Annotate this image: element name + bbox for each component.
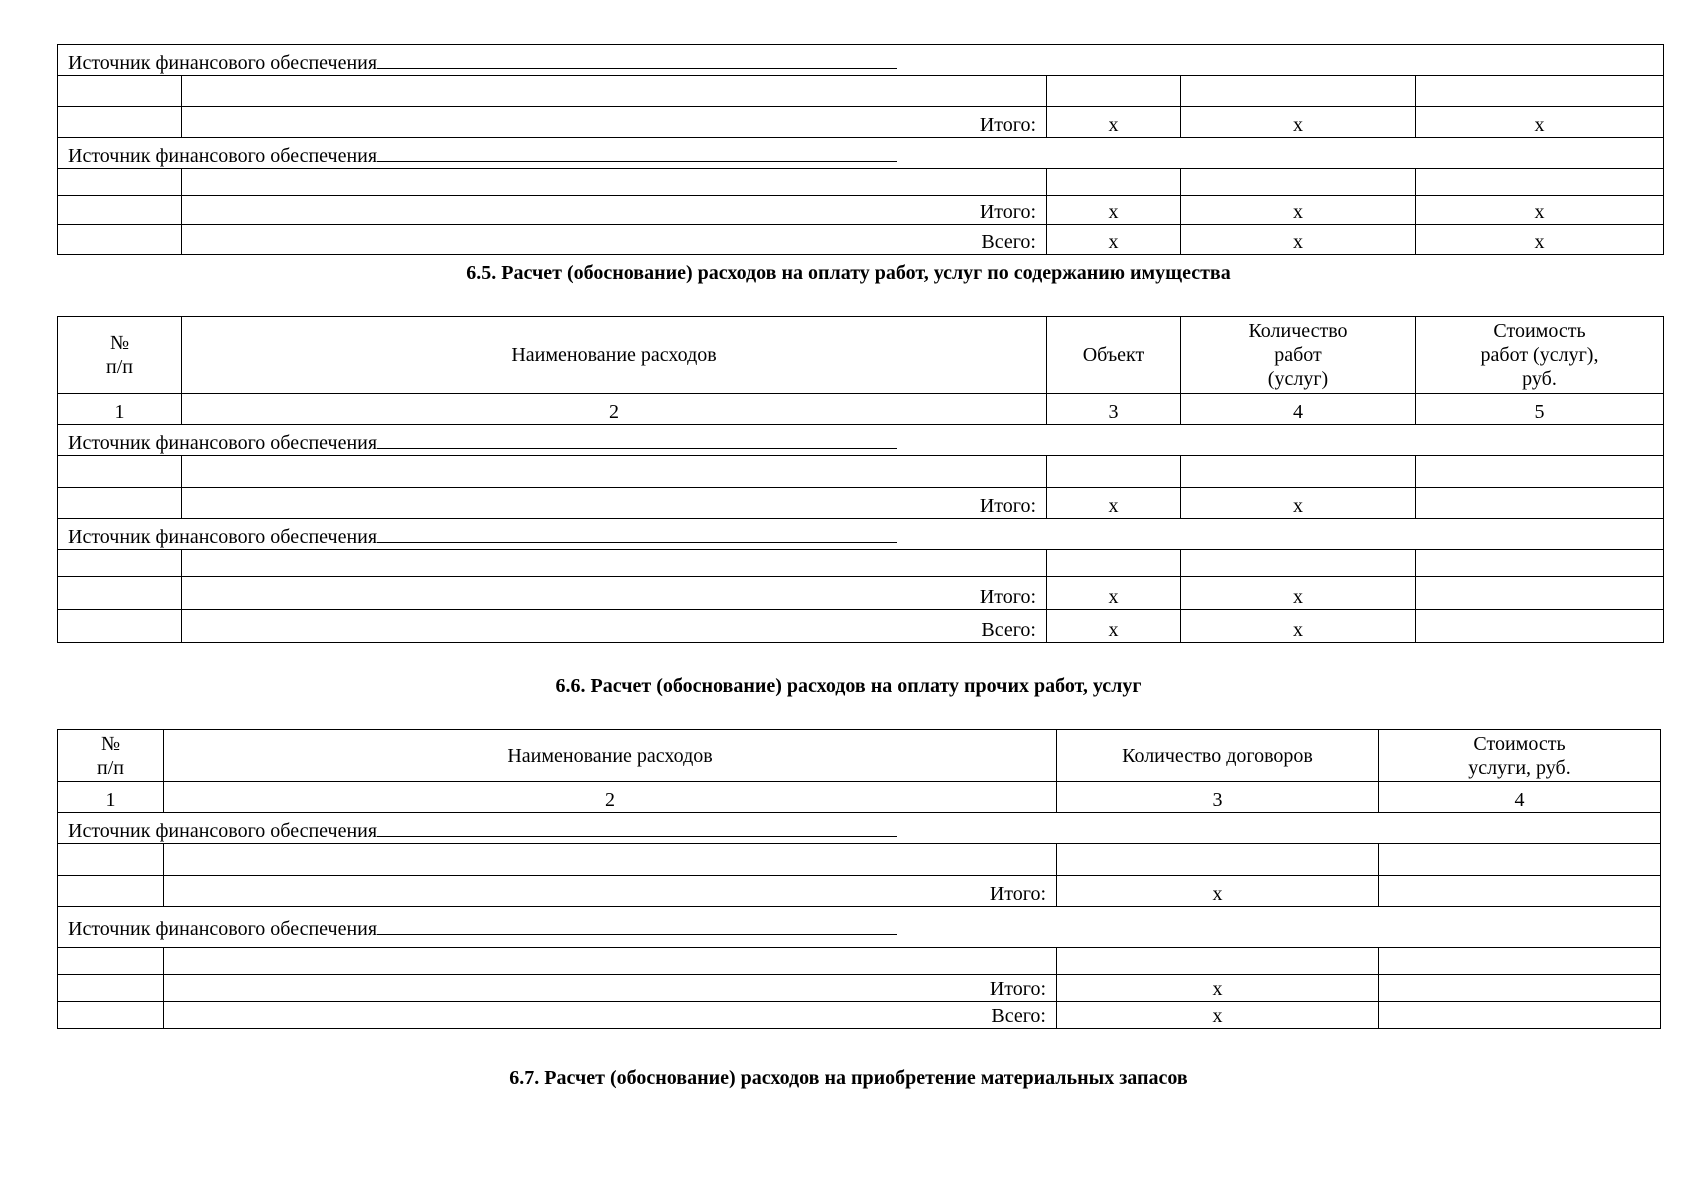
- x-mark: x: [1416, 107, 1664, 138]
- x-mark: x: [1181, 577, 1416, 610]
- empty-cell: [58, 107, 182, 138]
- subtotal-label: Итого:: [182, 577, 1047, 610]
- empty-cell: [58, 610, 182, 643]
- source-cell: [58, 138, 1664, 169]
- header-cost-text: Стоимость работ (услуг), руб.: [1480, 320, 1599, 390]
- x-mark: x: [1047, 610, 1181, 643]
- empty-cell[interactable]: [58, 169, 182, 196]
- x-mark: x: [1181, 610, 1416, 643]
- source-cell: [58, 813, 1661, 844]
- empty-cell[interactable]: [1047, 550, 1181, 577]
- x-mark: x: [1416, 225, 1664, 255]
- source-fill-line[interactable]: [377, 141, 897, 162]
- empty-cell: [58, 488, 182, 519]
- header-number: [58, 317, 182, 394]
- source-fill-line[interactable]: [377, 816, 897, 837]
- source-label: Источник финансового обеспечения: [68, 526, 378, 548]
- header-quantity: [1181, 317, 1416, 394]
- section-6-7-title: 6.7. Расчет (обоснование) расходов на приобретение материальных запасов: [509, 1067, 1188, 1089]
- column-number: 3: [1047, 394, 1181, 425]
- x-mark: x: [1181, 488, 1416, 519]
- x-mark: x: [1047, 107, 1181, 138]
- subtotal-label: Итого:: [182, 488, 1047, 519]
- empty-cell[interactable]: [164, 948, 1057, 975]
- empty-cell[interactable]: [1416, 456, 1664, 488]
- empty-cell[interactable]: [1379, 876, 1661, 907]
- total-label: Всего:: [182, 225, 1047, 255]
- table-row: [58, 76, 1664, 107]
- table-row: [58, 456, 1664, 488]
- table-6-6: [57, 729, 1661, 1029]
- column-number-row: [58, 394, 1664, 425]
- total-row: [58, 1002, 1661, 1029]
- subtotal-label: Итого:: [182, 196, 1047, 225]
- header-number-text: № п/п: [97, 732, 124, 779]
- x-mark: x: [1047, 488, 1181, 519]
- empty-cell: [58, 975, 164, 1002]
- empty-cell[interactable]: [1416, 76, 1664, 107]
- source-row: [58, 519, 1664, 550]
- column-number: 1: [58, 394, 182, 425]
- source-cell: [58, 425, 1664, 456]
- header-name: Наименование расходов: [164, 730, 1057, 782]
- empty-cell[interactable]: [1047, 456, 1181, 488]
- table-row: [58, 169, 1664, 196]
- section-6-6-title: 6.6. Расчет (обоснование) расходов на оплату прочих работ, услуг: [555, 675, 1142, 697]
- header-object: Объект: [1047, 317, 1181, 394]
- table-row: [58, 948, 1661, 975]
- column-number: 5: [1416, 394, 1664, 425]
- empty-cell[interactable]: [1057, 948, 1379, 975]
- header-row: [58, 317, 1664, 394]
- subtotal-row: [58, 975, 1661, 1002]
- header-contracts: Количество договоров: [1057, 730, 1379, 782]
- empty-cell[interactable]: [58, 844, 164, 876]
- total-row: [58, 610, 1664, 643]
- source-label: Источник финансового обеспечения: [68, 432, 378, 454]
- column-number: 2: [164, 782, 1057, 813]
- empty-cell[interactable]: [1181, 456, 1416, 488]
- source-cell: [58, 45, 1664, 76]
- empty-cell[interactable]: [58, 550, 182, 577]
- x-mark: x: [1057, 1002, 1379, 1029]
- x-mark: x: [1057, 975, 1379, 1002]
- source-fill-line[interactable]: [377, 522, 897, 543]
- x-mark: x: [1181, 196, 1416, 225]
- empty-cell[interactable]: [1047, 169, 1181, 196]
- empty-cell[interactable]: [164, 844, 1057, 876]
- subtotal-row: [58, 107, 1664, 138]
- empty-cell[interactable]: [1047, 76, 1181, 107]
- table-row: [58, 550, 1664, 577]
- table-continuation: [57, 44, 1664, 255]
- empty-cell: [58, 1002, 164, 1029]
- x-mark: x: [1057, 876, 1379, 907]
- subtotal-row: [58, 196, 1664, 225]
- subtotal-label: Итого:: [164, 876, 1057, 907]
- source-row: [58, 813, 1661, 844]
- empty-cell[interactable]: [1181, 169, 1416, 196]
- empty-cell[interactable]: [1416, 610, 1664, 643]
- empty-cell[interactable]: [1379, 975, 1661, 1002]
- empty-cell[interactable]: [1057, 844, 1379, 876]
- total-label: Всего:: [164, 1002, 1057, 1029]
- empty-cell[interactable]: [1181, 76, 1416, 107]
- source-cell: [58, 907, 1661, 948]
- source-fill-line[interactable]: [377, 914, 897, 935]
- header-number: [58, 730, 164, 782]
- column-number: 4: [1379, 782, 1661, 813]
- source-cell: [58, 519, 1664, 550]
- header-cost: [1416, 317, 1664, 394]
- column-number: 2: [182, 394, 1047, 425]
- header-row: [58, 730, 1661, 782]
- source-label: Источник финансового обеспечения: [68, 52, 378, 74]
- header-cost: [1379, 730, 1661, 782]
- source-row: [58, 45, 1664, 76]
- subtotal-row: [58, 876, 1661, 907]
- column-number: 4: [1181, 394, 1416, 425]
- empty-cell: [58, 225, 182, 255]
- total-label: Всего:: [182, 610, 1047, 643]
- empty-cell[interactable]: [58, 948, 164, 975]
- source-row: [58, 907, 1661, 948]
- x-mark: x: [1047, 577, 1181, 610]
- empty-cell: [58, 876, 164, 907]
- source-fill-line[interactable]: [377, 48, 897, 69]
- source-row: [58, 425, 1664, 456]
- header-cost-text: Стоимость услуги, руб.: [1468, 732, 1571, 779]
- x-mark: x: [1416, 196, 1664, 225]
- header-name: Наименование расходов: [182, 317, 1047, 394]
- header-quantity-text: Количество работ (услуг): [1248, 320, 1348, 390]
- empty-cell[interactable]: [58, 76, 182, 107]
- column-number: 1: [58, 782, 164, 813]
- x-mark: x: [1047, 196, 1181, 225]
- source-label: Источник финансового обеспечения: [68, 917, 378, 940]
- empty-cell[interactable]: [58, 456, 182, 488]
- column-number: 3: [1057, 782, 1379, 813]
- empty-cell[interactable]: [1181, 550, 1416, 577]
- section-6-5-title: 6.5. Расчет (обоснование) расходов на оплату работ, услуг по содержанию имущества: [466, 262, 1231, 284]
- empty-cell[interactable]: [182, 169, 1047, 196]
- empty-cell[interactable]: [1379, 948, 1661, 975]
- empty-cell[interactable]: [182, 76, 1047, 107]
- x-mark: x: [1181, 225, 1416, 255]
- empty-cell[interactable]: [1416, 577, 1664, 610]
- source-fill-line[interactable]: [377, 428, 897, 449]
- source-label: Источник финансового обеспечения: [68, 820, 378, 842]
- subtotal-row: [58, 488, 1664, 519]
- x-mark: x: [1047, 225, 1181, 255]
- empty-cell[interactable]: [1416, 488, 1664, 519]
- subtotal-row: [58, 577, 1664, 610]
- source-label: Источник финансового обеспечения: [68, 145, 378, 167]
- empty-cell[interactable]: [1379, 844, 1661, 876]
- empty-cell[interactable]: [1416, 169, 1664, 196]
- empty-cell[interactable]: [182, 550, 1047, 577]
- empty-cell: [58, 196, 182, 225]
- source-row: [58, 138, 1664, 169]
- empty-cell[interactable]: [1416, 550, 1664, 577]
- empty-cell: [58, 577, 182, 610]
- total-row: [58, 225, 1664, 255]
- column-number-row: [58, 782, 1661, 813]
- table-6-5: [57, 316, 1664, 643]
- subtotal-label: Итого:: [182, 107, 1047, 138]
- empty-cell[interactable]: [182, 456, 1047, 488]
- empty-cell[interactable]: [1379, 1002, 1661, 1029]
- header-number-text: № п/п: [106, 332, 133, 378]
- table-row: [58, 844, 1661, 876]
- x-mark: x: [1181, 107, 1416, 138]
- subtotal-label: Итого:: [164, 975, 1057, 1002]
